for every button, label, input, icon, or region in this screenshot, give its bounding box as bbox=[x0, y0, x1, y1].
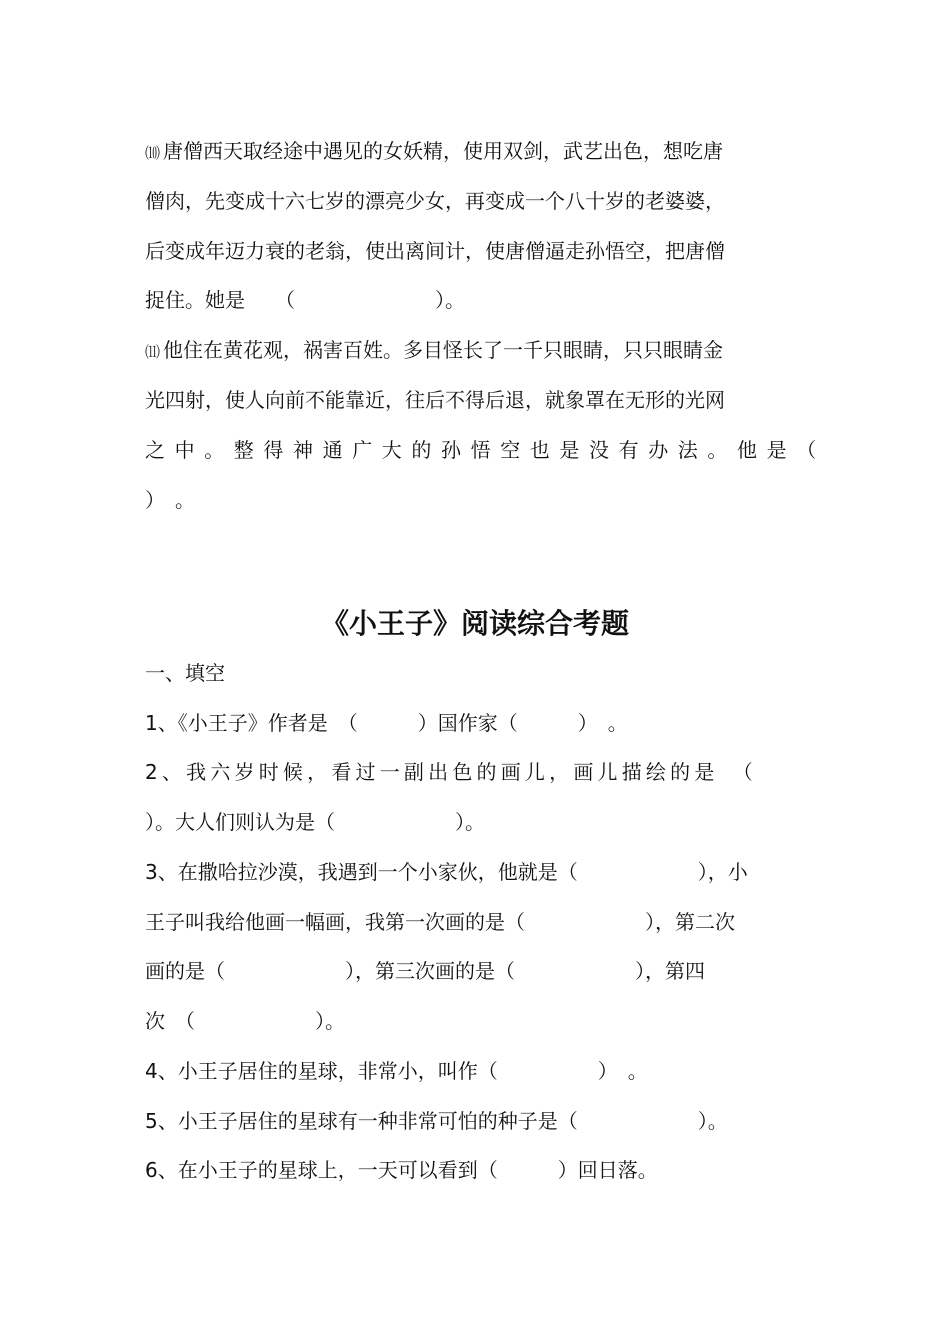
question-6: 6、在小王子的星球上，一天可以看到（ ）回日落。 bbox=[145, 1158, 658, 1182]
question-11-line-2: 光四射，使人向前不能靠近，往后不得后退，就象罩在无形的光网 bbox=[145, 388, 725, 412]
question-3-line-4: 次 （ ）。 bbox=[145, 1009, 345, 1033]
question-11-line-4: ） 。 bbox=[145, 488, 195, 512]
section-subheading: 一、填空 bbox=[145, 661, 225, 685]
question-4: 4、小王子居住的星球，非常小，叫作（ ） 。 bbox=[145, 1059, 648, 1083]
question-2-line-1: 2、我六岁时候，看过一副出色的画儿，画儿描绘的是 （ bbox=[145, 760, 757, 784]
question-3-line-2: 王子叫我给他画一幅画，我第一次画的是（ ），第二次 bbox=[145, 910, 735, 934]
question-11-line-3: 之中。整得神通广大的孙悟空也是没有办法。他是（ bbox=[145, 438, 826, 462]
question-10-line-4: 捉住。她是 （ ）。 bbox=[145, 288, 465, 312]
question-3-line-1: 3、在撒哈拉沙漠，我遇到一个小家伙，他就是（ ），小 bbox=[145, 860, 748, 884]
question-10-number: ⑽ bbox=[145, 144, 160, 162]
page-title: 《小王子》阅读综合考题 bbox=[320, 607, 629, 640]
question-5: 5、小王子居住的星球有一种非常可怕的种子是（ ）。 bbox=[145, 1109, 728, 1133]
question-10-line-3: 后变成年迈力衰的老翁，使出离间计，使唐僧逼走孙悟空，把唐僧 bbox=[145, 239, 725, 263]
question-2-line-2: ）。大人们则认为是（ ）。 bbox=[145, 810, 485, 834]
question-1: 1、《小王子》作者是 （ ）国作家（ ） 。 bbox=[145, 711, 628, 735]
question-10-line-1: ⑽ 唐僧西天取经途中遇见的女妖精，使用双剑，武艺出色，想吃唐 bbox=[145, 139, 724, 163]
question-10-line-2: 僧肉，先变成十六七岁的漂亮少女，再变成一个八十岁的老婆婆， bbox=[145, 189, 725, 213]
question-11-number: ⑾ bbox=[145, 343, 160, 361]
question-3-line-3: 画的是（ ），第三次画的是（ ），第四 bbox=[145, 959, 705, 983]
question-11-line-1: ⑾ 他住在黄花观，祸害百姓。多目怪长了一千只眼睛，只只眼睛金 bbox=[145, 338, 724, 362]
